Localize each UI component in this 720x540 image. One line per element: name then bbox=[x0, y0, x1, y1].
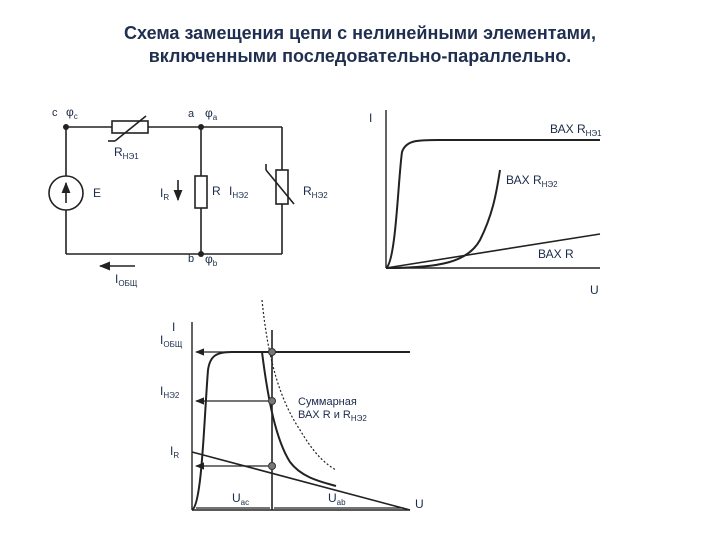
node-b-label: b bbox=[188, 253, 195, 265]
title-line-1: Схема замещения цепи с нелинейными элементами, bbox=[124, 23, 596, 43]
rn1-label: $R_{НЭ1}$ bbox=[114, 145, 139, 161]
total-vac-dotted-curve bbox=[262, 300, 336, 470]
top-x-axis-label: U bbox=[590, 283, 599, 297]
bottom-x-axis-label: U bbox=[415, 497, 424, 511]
ir-label: $I_R$ bbox=[160, 186, 170, 202]
vac-rn1-label: ВАХ $R_{НЭ1}$ bbox=[550, 122, 602, 138]
sum-point-total bbox=[269, 349, 276, 356]
phi-c-label: $\varphi_c$ bbox=[66, 105, 78, 121]
rn1-vac-curve bbox=[192, 352, 410, 510]
bottom-y-axis-label: I bbox=[172, 320, 176, 334]
sum-point-ir bbox=[269, 463, 276, 470]
top-y-axis-label: I bbox=[369, 111, 373, 125]
linear-resistor-r bbox=[195, 176, 207, 208]
node-a-label: a bbox=[188, 108, 195, 120]
node-c-label: c bbox=[52, 107, 58, 119]
bottom-ir-label: $I_R$ bbox=[170, 444, 180, 460]
nonlinear-element-2 bbox=[276, 170, 288, 204]
r-label: R bbox=[212, 184, 221, 198]
circuit-schematic bbox=[49, 116, 294, 266]
uab-label: $U_{ab}$ bbox=[328, 491, 346, 507]
source-e-label: E bbox=[93, 186, 102, 200]
nonlinear-element-1 bbox=[112, 121, 148, 133]
bottom-itotal-label: $I_{ОБЩ}$ bbox=[160, 333, 183, 349]
phi-b-label: $\varphi_b$ bbox=[205, 252, 218, 268]
uac-label: $U_{ac}$ bbox=[232, 491, 250, 507]
rn2-label: $R_{НЭ2}$ bbox=[303, 184, 328, 200]
in2-label: $I_{НЭ2}$ bbox=[229, 184, 249, 200]
vac-r-label: ВАХ R bbox=[538, 247, 574, 261]
r-vac-line bbox=[192, 452, 410, 510]
sum-vac-label-line2: ВАХ R и $R_{НЭ2}$ bbox=[298, 409, 367, 423]
node-c bbox=[63, 124, 69, 130]
itotal-label: $I_{ОБЩ}$ bbox=[115, 272, 138, 288]
sum-point-in2 bbox=[269, 398, 276, 405]
title-line-2: включенными последовательно-параллельно. bbox=[148, 46, 572, 66]
bottom-in2-label: $I_{НЭ2}$ bbox=[160, 384, 180, 400]
node-a bbox=[198, 124, 204, 130]
sum-vac-label-line1: Суммарная bbox=[298, 396, 357, 408]
vac-rn2-label: ВАХ $R_{НЭ2}$ bbox=[506, 173, 558, 189]
node-b bbox=[198, 251, 204, 257]
phi-a-label: $\varphi_a$ bbox=[205, 106, 218, 122]
